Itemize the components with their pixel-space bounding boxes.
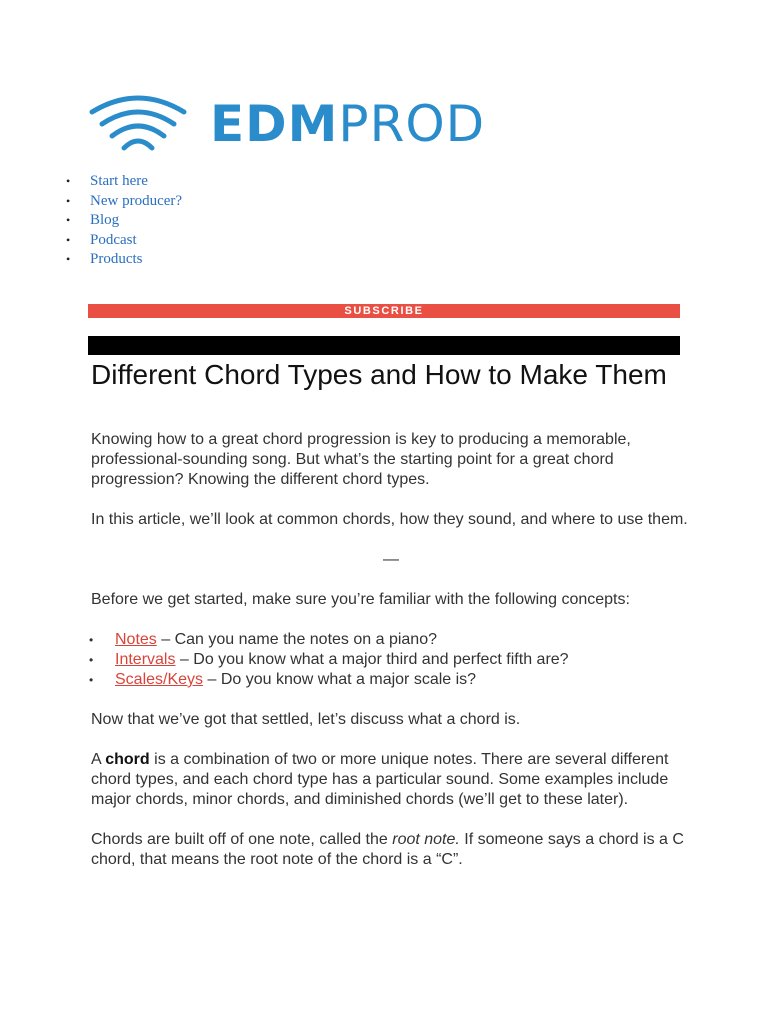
list-item — [89, 670, 691, 690]
concept-text: – Can you name the notes on a piano? — [156, 631, 437, 648]
concept-text: – Do you know what a major third and perfect fifth are? — [175, 651, 569, 668]
bullet-icon: • — [89, 633, 94, 647]
concept-link-intervals[interactable]: Intervals — [115, 651, 176, 668]
paragraph-root-note — [91, 830, 691, 870]
bullet-icon: • — [66, 232, 71, 247]
nav-item-new-producer — [66, 192, 182, 212]
bullet-icon: • — [89, 673, 94, 687]
root-note-text: If someone says a chord is a C chord, that means the root note of the chord is a “C”. — [91, 831, 684, 868]
article-body — [91, 430, 691, 890]
chord-term: chord — [105, 751, 150, 768]
nav-link-new-producer[interactable]: New producer? — [90, 192, 183, 209]
nav-item-blog — [66, 211, 182, 231]
edmprod-logo[interactable] — [88, 92, 485, 156]
nav-link-podcast[interactable]: Podcast — [90, 231, 137, 248]
article-title: Different Chord Types and How to Make Them — [91, 359, 667, 390]
intro-paragraph: Knowing how to a great chord progression is key to producing a memorable, professional-sounding song. But what’s the starting point for a great chord progression? Knowing the different chord types. — [91, 431, 631, 488]
bullet-icon: • — [66, 174, 71, 189]
concept-text: – Do you know what a major scale is? — [203, 671, 477, 688]
bullet-icon: • — [66, 213, 71, 228]
nav-item-start-here — [66, 172, 182, 192]
chord-definition-text: is a combination of two or more unique notes. There are several different chord types, and each chord type has a particular sound. Some examples include major chords, minor chords, and diminished chords (we’ll get to these later). — [91, 751, 669, 808]
nav-link-start-here[interactable]: Start here — [90, 173, 148, 190]
subscribe-button[interactable]: SUBSCRIBE — [88, 304, 680, 318]
paragraph-article-scope: In this article, we’ll look at common chords, how they sound, and where to use them. — [91, 511, 688, 528]
logo-text-bold: EDM — [210, 95, 339, 153]
bullet-icon: • — [66, 252, 71, 267]
bullet-icon: • — [66, 193, 71, 208]
logo-text-light: PROD — [338, 95, 486, 153]
nav-link-products[interactable]: Products — [90, 251, 143, 268]
nav-item-podcast — [66, 231, 182, 251]
nav-item-products — [66, 250, 182, 270]
paragraph-settled: Now that we’ve got that settled, let’s discuss what a chord is. — [91, 711, 521, 728]
concepts-list — [91, 630, 691, 690]
concept-link-scales-keys[interactable]: Scales/Keys — [115, 671, 204, 688]
root-note-prefix: Chords are built off of one note, called the — [91, 831, 393, 848]
logo-wordmark — [210, 95, 486, 153]
chord-prefix: A — [91, 751, 106, 768]
paragraph-before-start: Before we get started, make sure you’re familiar with the following concepts: — [91, 591, 630, 608]
root-note-term: root note. — [392, 831, 460, 848]
nav-link-blog[interactable]: Blog — [90, 212, 120, 229]
bullet-icon: • — [89, 653, 94, 667]
wifi-signal-icon — [88, 92, 188, 156]
list-item — [89, 650, 691, 670]
paragraph-chord-definition — [91, 750, 691, 810]
divider: — — [383, 551, 399, 568]
black-bar — [88, 336, 680, 355]
list-item — [89, 630, 691, 650]
concept-link-notes[interactable]: Notes — [115, 631, 157, 648]
main-nav — [66, 172, 182, 270]
